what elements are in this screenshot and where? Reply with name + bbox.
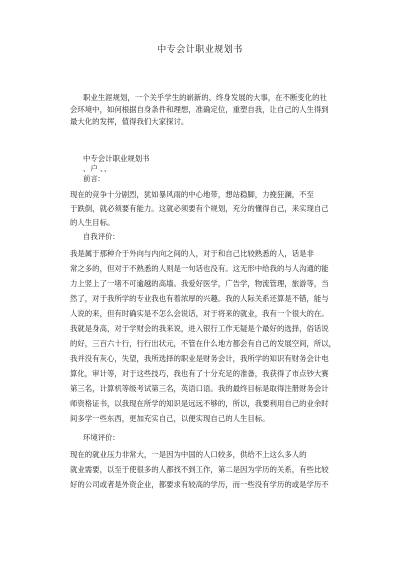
env-eval-label: 环境评价: [83,433,116,442]
preface-line: 现在的竞争十分剧烈，犹如暴风雨的中心地带，想站稳脚，力挽狂澜，不至 [70,190,314,199]
self-eval-label: 自我评价: [83,232,116,241]
self-eval-line: 第三名，计算机等级考试第三名，英语口语。我的最终目标是取得注册财务会计 [70,384,329,393]
self-eval-line: 间多学一些东西，更加充实自己，以便实现自己的人生目标。 [70,414,270,423]
intro-line: 职业生涯规划，一个关乎学生的崭新的、终身发展的大事，在不断变化的社 [83,93,327,102]
self-eval-line: 我并没有灰心，失望，我所选择的职业是财务会计，我所学的知识有财务会计电 [70,354,329,363]
env-eval-line: 就业需要，以至于使很多的人都找不到工作，第二是因为学历的关系，有些比较 [70,465,329,474]
preface-line: 于跌倒，就必须要有能力。这就必须要有个规划，充分的懂得自己，来实现自己 [70,204,329,213]
self-eval-line: 的好，三百六十行，行行出状元，不管在什么地方都会有自己的发展空间，所以， [70,339,337,348]
self-eval-line: 我就是身高，对于学财会的我来说，进入银行工作无疑是个最好的选择，俗话说 [70,324,329,333]
document-title: 中专会计职业规划书 [157,45,243,55]
doc-heading: 中专会计职业规划书 [83,154,150,163]
self-eval-line: 然了，对于我所学的专业我也有着浓厚的兴趣。我的人际关系还算是不错，能与 [70,294,329,303]
self-eval-line: 人说的来，但有时确实是不怎么会说话，对于将来的就业，我有一个很大的在。 [70,309,329,318]
doc-meta: 、户 、、 [83,164,112,173]
preface-label: 前言: [83,174,101,183]
intro-line: 最大化的发挥，值得我们大家探讨。 [70,117,189,126]
self-eval-line: 常之多的，但对于不熟悉的人则是一句话也没有。这无形中给我的与人沟通的能 [70,264,329,273]
preface-line: 的人生目标。 [70,218,115,227]
intro-line: 会环境中，如何根据自身条件和理想，准确定位，重塑自我，让自己的人生得到 [70,105,329,114]
self-eval-line: 力上竖上了一堵不可逾越的高墙。我爱好医学，广告学，物流管理，旅游等，当 [70,279,329,288]
env-eval-line: 好的公司或者是外资企业，都要求有较高的学历，而一些没有学历的或是学历不 [70,480,329,489]
self-eval-line: 算化，审计等，对于这些技巧，我也有了十分充足的准备，我获得了市点钞大赛 [70,369,329,378]
env-eval-line: 现在的就业压力非常大，一是因为中国的人口较多，供给不上这么多人的 [70,450,307,459]
self-eval-line: 我是属于那种介于外向与内向之间的人，对于和自己比较熟悉的人，话是非 [70,249,314,258]
self-eval-line: 师资格证书，以我现在所学的知识是远远不够的，所以，我要利用自己的业余时 [70,399,329,408]
